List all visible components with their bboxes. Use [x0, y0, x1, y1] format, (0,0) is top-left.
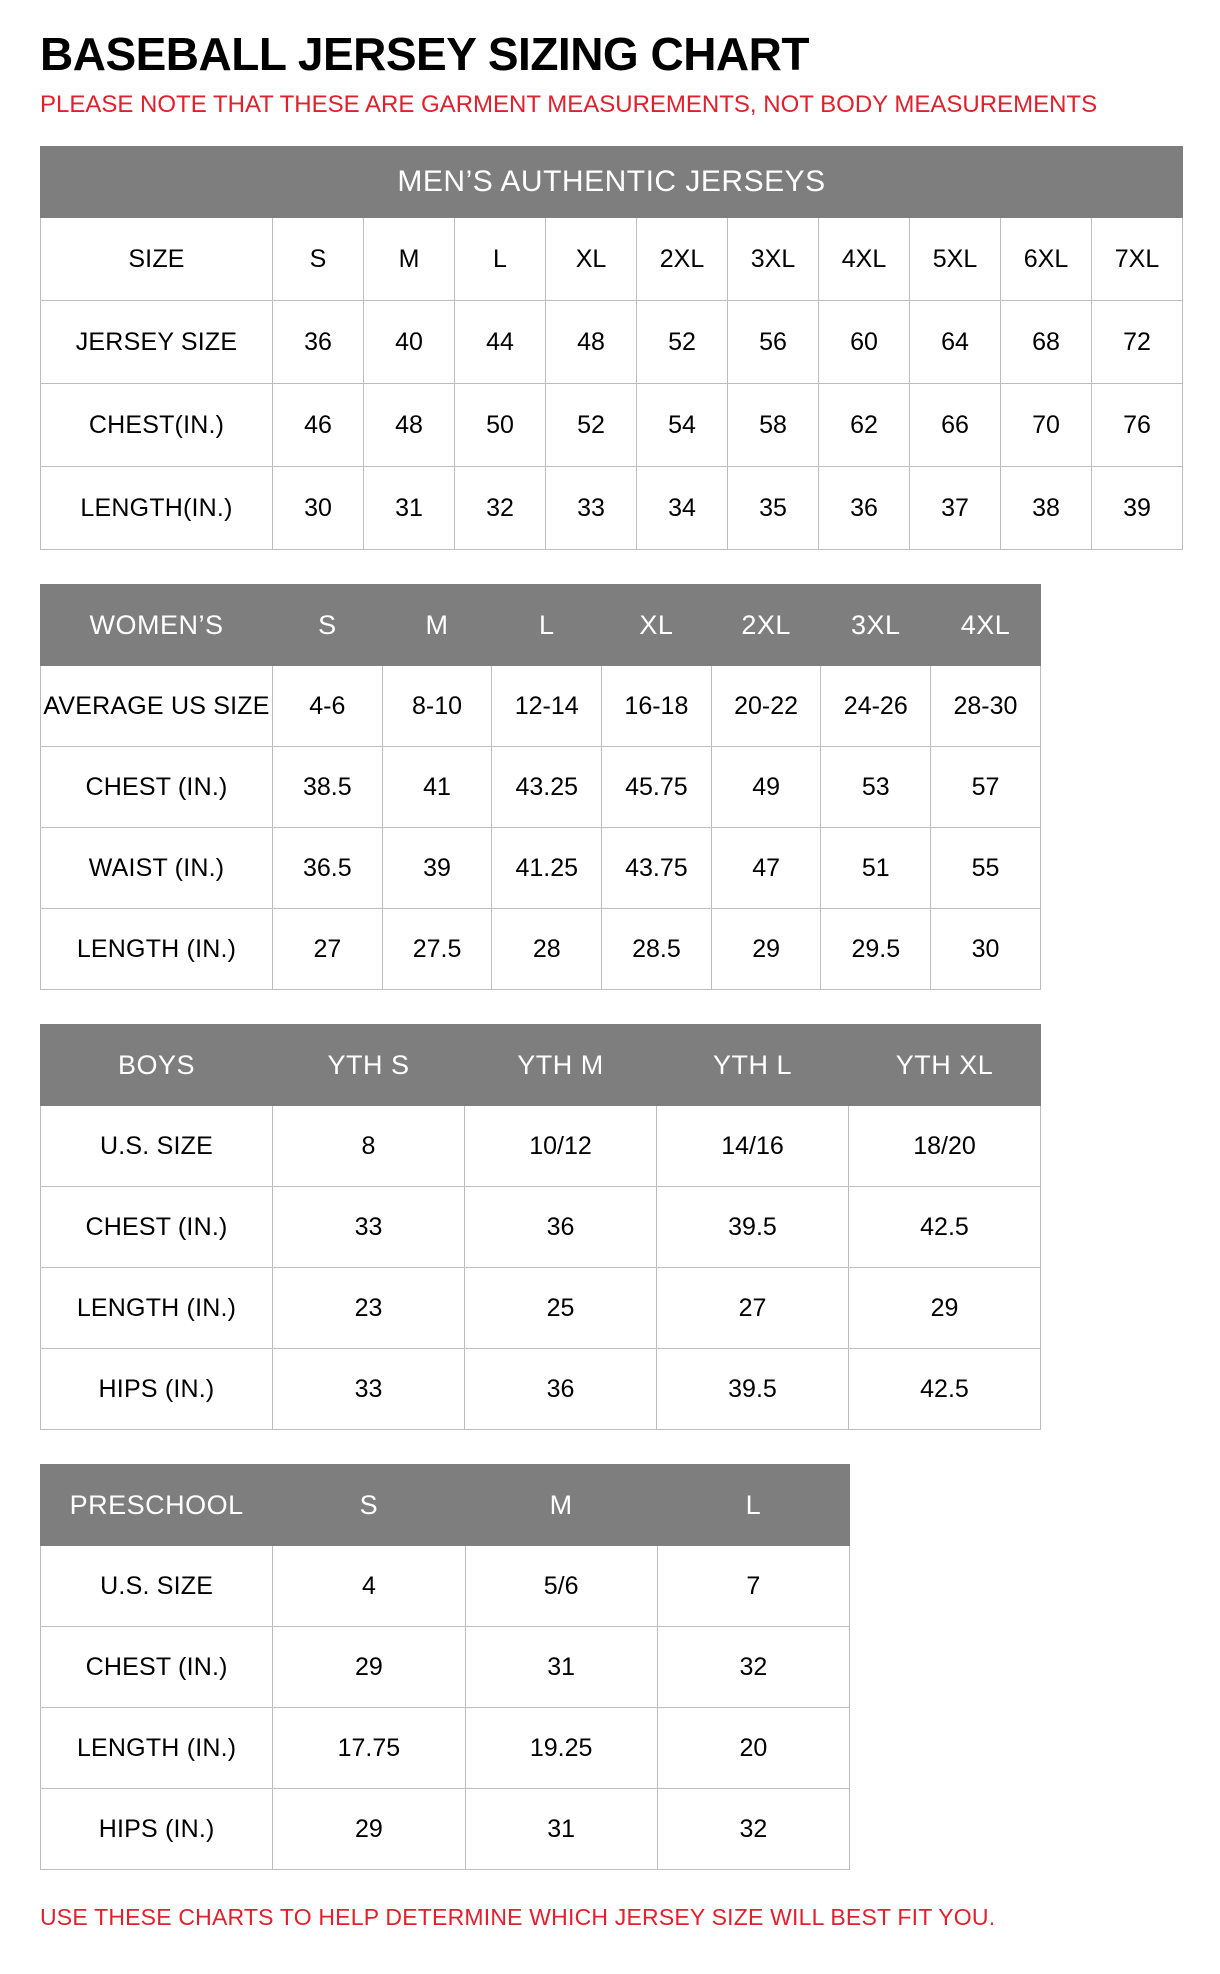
table-cell: 37	[910, 467, 1001, 550]
table-cell: 41.25	[492, 828, 602, 909]
mens-size-cell: 5XL	[910, 218, 1001, 301]
table-cell: 48	[546, 301, 637, 384]
table-cell: 68	[1001, 301, 1092, 384]
boys-header-label: BOYS	[41, 1025, 273, 1106]
table-cell: 51	[821, 828, 931, 909]
table-cell: 29	[849, 1268, 1041, 1349]
table-cell: 35	[728, 467, 819, 550]
table-cell: 64	[910, 301, 1001, 384]
footer-note: USE THESE CHARTS TO HELP DETERMINE WHICH JERSEY SIZE WILL BEST FIT YOU.	[40, 1904, 996, 1931]
table-cell: 29	[273, 1789, 465, 1870]
mens-size-cell: M	[364, 218, 455, 301]
table-cell: 45.75	[602, 747, 712, 828]
table-cell: 57	[931, 747, 1041, 828]
womens-size-cell: 4XL	[931, 585, 1041, 666]
table-cell: 34	[637, 467, 728, 550]
row-label: U.S. SIZE	[41, 1106, 273, 1187]
mens-size-cell: S	[273, 218, 364, 301]
page-subtitle: PLEASE NOTE THAT THESE ARE GARMENT MEASUREMENTS, NOT BODY MEASUREMENTS	[40, 91, 1098, 119]
table-cell: 38	[1001, 467, 1092, 550]
row-label: WAIST (IN.)	[41, 828, 273, 909]
womens-size-cell: S	[273, 585, 383, 666]
table-cell: 29	[273, 1627, 465, 1708]
table-cell: 39	[1092, 467, 1183, 550]
womens-size-cell: XL	[602, 585, 712, 666]
table-row	[41, 666, 1041, 747]
table-cell: 32	[657, 1627, 849, 1708]
boys-size-cell: YTH M	[465, 1025, 657, 1106]
mens-size-cell: 4XL	[819, 218, 910, 301]
row-label: HIPS (IN.)	[41, 1789, 273, 1870]
table-cell: 14/16	[657, 1106, 849, 1187]
table-cell: 38.5	[273, 747, 383, 828]
row-label: LENGTH(IN.)	[41, 467, 273, 550]
table-cell: 20	[657, 1708, 849, 1789]
row-label: U.S. SIZE	[41, 1546, 273, 1627]
mens-size-cell: XL	[546, 218, 637, 301]
table-cell: 32	[455, 467, 546, 550]
row-label: CHEST (IN.)	[41, 747, 273, 828]
table-row	[41, 1349, 1041, 1430]
table-cell: 53	[821, 747, 931, 828]
table-row	[41, 747, 1041, 828]
mens-sizing-table	[40, 146, 1183, 550]
table-row	[41, 1187, 1041, 1268]
table-cell: 47	[711, 828, 821, 909]
table-cell: 43.25	[492, 747, 602, 828]
table-cell: 27.5	[382, 909, 492, 990]
table-cell: 25	[465, 1268, 657, 1349]
womens-sizing-table	[40, 584, 1041, 990]
table-cell: 28.5	[602, 909, 712, 990]
table-cell: 8	[273, 1106, 465, 1187]
table-cell: 4-6	[273, 666, 383, 747]
table-cell: 56	[728, 301, 819, 384]
table-row	[41, 1546, 850, 1627]
mens-banner-label: MEN’S AUTHENTIC JERSEYS	[41, 147, 1183, 218]
table-row	[41, 1106, 1041, 1187]
table-cell: 52	[546, 384, 637, 467]
table-cell: 31	[465, 1789, 657, 1870]
womens-header-row	[41, 585, 1041, 666]
table-cell: 49	[711, 747, 821, 828]
preschool-sizing-table	[40, 1464, 850, 1870]
table-cell: 29	[711, 909, 821, 990]
preschool-header-label: PRESCHOOL	[41, 1465, 273, 1546]
mens-size-cell: 7XL	[1092, 218, 1183, 301]
table-row	[41, 1789, 850, 1870]
row-label: LENGTH (IN.)	[41, 909, 273, 990]
womens-header-label: WOMEN’S	[41, 585, 273, 666]
womens-size-cell: 2XL	[711, 585, 821, 666]
mens-size-cell: 3XL	[728, 218, 819, 301]
table-cell: 36	[465, 1187, 657, 1268]
boys-size-cell: YTH S	[273, 1025, 465, 1106]
table-cell: 36.5	[273, 828, 383, 909]
table-cell: 31	[364, 467, 455, 550]
table-row	[41, 909, 1041, 990]
table-cell: 50	[455, 384, 546, 467]
table-cell: 52	[637, 301, 728, 384]
table-cell: 18/20	[849, 1106, 1041, 1187]
boys-size-cell: YTH XL	[849, 1025, 1041, 1106]
table-row	[41, 301, 1183, 384]
table-cell: 30	[931, 909, 1041, 990]
table-row	[41, 384, 1183, 467]
table-row	[41, 1268, 1041, 1349]
row-label: LENGTH (IN.)	[41, 1708, 273, 1789]
row-label: CHEST (IN.)	[41, 1627, 273, 1708]
table-cell: 55	[931, 828, 1041, 909]
table-cell: 8-10	[382, 666, 492, 747]
table-cell: 36	[273, 301, 364, 384]
table-cell: 58	[728, 384, 819, 467]
table-cell: 44	[455, 301, 546, 384]
table-cell: 48	[364, 384, 455, 467]
table-cell: 43.75	[602, 828, 712, 909]
womens-size-cell: L	[492, 585, 602, 666]
table-cell: 7	[657, 1546, 849, 1627]
mens-size-cell: 6XL	[1001, 218, 1092, 301]
row-label: AVERAGE US SIZE	[41, 666, 273, 747]
table-cell: 42.5	[849, 1187, 1041, 1268]
table-cell: 33	[273, 1349, 465, 1430]
table-cell: 30	[273, 467, 364, 550]
preschool-size-cell: M	[465, 1465, 657, 1546]
row-label: JERSEY SIZE	[41, 301, 273, 384]
preschool-size-cell: S	[273, 1465, 465, 1546]
preschool-header-row	[41, 1465, 850, 1546]
table-row	[41, 828, 1041, 909]
table-cell: 36	[465, 1349, 657, 1430]
mens-size-header-row	[41, 218, 1183, 301]
table-cell: 16-18	[602, 666, 712, 747]
table-cell: 29.5	[821, 909, 931, 990]
table-row	[41, 1708, 850, 1789]
page-title: BASEBALL JERSEY SIZING CHART	[40, 28, 809, 80]
table-cell: 66	[910, 384, 1001, 467]
mens-size-label: SIZE	[41, 218, 273, 301]
table-cell: 20-22	[711, 666, 821, 747]
table-cell: 24-26	[821, 666, 931, 747]
table-cell: 19.25	[465, 1708, 657, 1789]
table-cell: 27	[657, 1268, 849, 1349]
table-cell: 27	[273, 909, 383, 990]
table-cell: 46	[273, 384, 364, 467]
table-cell: 39	[382, 828, 492, 909]
table-cell: 12-14	[492, 666, 602, 747]
table-cell: 28-30	[931, 666, 1041, 747]
table-cell: 41	[382, 747, 492, 828]
mens-size-cell: 2XL	[637, 218, 728, 301]
table-cell: 10/12	[465, 1106, 657, 1187]
row-label: HIPS (IN.)	[41, 1349, 273, 1430]
table-cell: 70	[1001, 384, 1092, 467]
table-cell: 31	[465, 1627, 657, 1708]
table-cell: 17.75	[273, 1708, 465, 1789]
mens-banner-row	[41, 147, 1183, 218]
womens-size-cell: M	[382, 585, 492, 666]
row-label: CHEST (IN.)	[41, 1187, 273, 1268]
table-cell: 4	[273, 1546, 465, 1627]
table-cell: 54	[637, 384, 728, 467]
table-cell: 28	[492, 909, 602, 990]
row-label: CHEST(IN.)	[41, 384, 273, 467]
table-cell: 72	[1092, 301, 1183, 384]
table-cell: 32	[657, 1789, 849, 1870]
table-cell: 76	[1092, 384, 1183, 467]
table-cell: 39.5	[657, 1349, 849, 1430]
table-cell: 36	[819, 467, 910, 550]
boys-size-cell: YTH L	[657, 1025, 849, 1106]
womens-size-cell: 3XL	[821, 585, 931, 666]
table-cell: 33	[546, 467, 637, 550]
table-cell: 40	[364, 301, 455, 384]
preschool-size-cell: L	[657, 1465, 849, 1546]
mens-size-cell: L	[455, 218, 546, 301]
boys-header-row	[41, 1025, 1041, 1106]
table-cell: 62	[819, 384, 910, 467]
row-label: LENGTH (IN.)	[41, 1268, 273, 1349]
table-cell: 5/6	[465, 1546, 657, 1627]
table-cell: 23	[273, 1268, 465, 1349]
table-cell: 33	[273, 1187, 465, 1268]
table-cell: 39.5	[657, 1187, 849, 1268]
boys-sizing-table	[40, 1024, 1041, 1430]
table-row	[41, 1627, 850, 1708]
table-row	[41, 467, 1183, 550]
table-cell: 42.5	[849, 1349, 1041, 1430]
table-cell: 60	[819, 301, 910, 384]
